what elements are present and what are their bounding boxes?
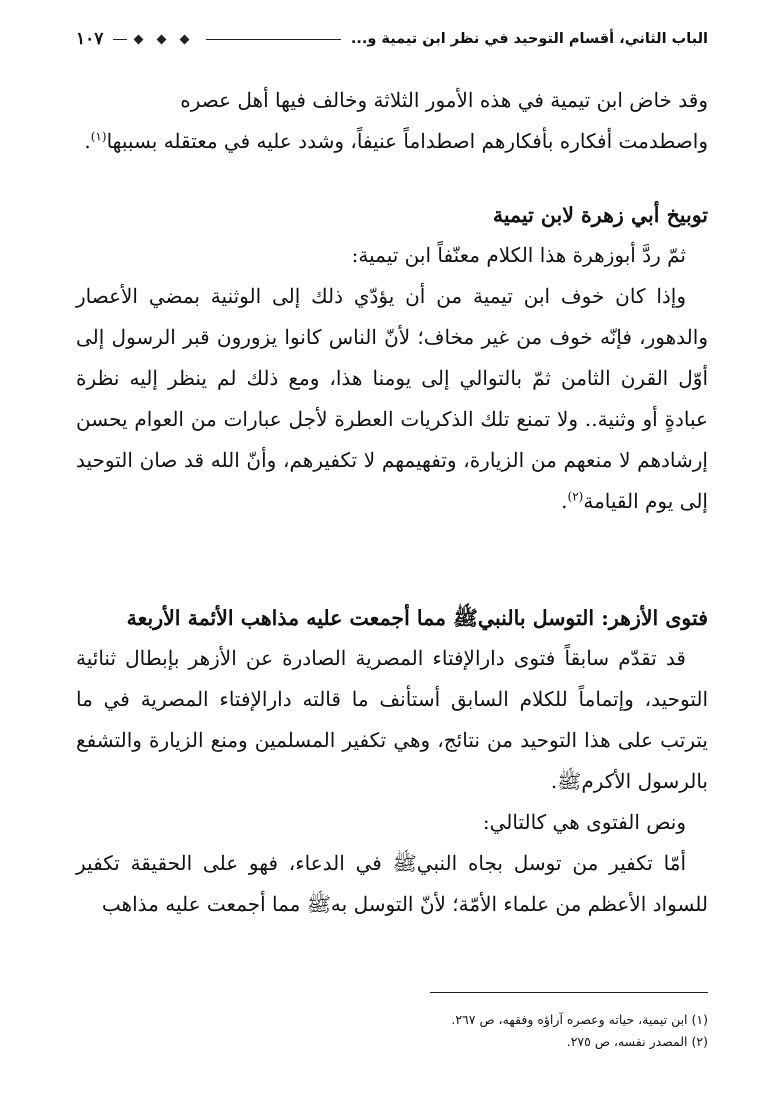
footnote-1: (١) ابن تيمية، حياته وعصره آراؤه وفقهه، ص ٢٦٧.	[451, 1012, 708, 1027]
section-azhar-fatwa	[76, 598, 708, 925]
full-stop: .	[561, 489, 568, 513]
opening-paragraph	[76, 80, 708, 162]
footnote-marker: (٢)	[567, 489, 584, 504]
quoted-paragraph	[76, 276, 708, 522]
paragraph-text: واصطدمت أفكاره بأفكارهم اصطداماً عنيفاً، وشدد عليه في معتقله بسببها	[106, 129, 708, 153]
header-rule	[206, 39, 340, 40]
footnote-2: (٢) المصدر نفسه، ص ٢٧٥.	[566, 1034, 708, 1049]
paragraph-text: وإذا كان خوف ابن تيمية من أن يؤدّي ذلك إلى الوثنية بمضي الأعصار والدهور، فإنّه خوف من غير مخاف؛ لأنّ الناس كانوا يزورون قبر الرسول إلى أوّل القرن الثامن ثمّ بالتوالي إلى يومنا هذا، ومع ذلك لم ينظر إليه نظرة عبادةٍ أو وثنية.. ولا تمنع تلك الذكريات العطرة لأجل عبارات من العوام يحسن إرشادهم لا منعهم من الزيارة، وتفهيمهم لا تكفيرهم، وأنّ الله قد صان التوحيد إلى يوم القيامة	[76, 284, 708, 513]
paragraph-line: وقد خاض ابن تيمية في هذه الأمور الثلاثة وخالف فيها أهل عصره	[180, 88, 708, 112]
page-number: ١٠٧	[76, 29, 104, 49]
ornament-line	[113, 39, 127, 40]
footnote-marker: (١)	[90, 129, 107, 144]
quoted-paragraph: أمّا تكفير من توسل بجاه النبيﷺ في الدعاء، فهو على الحقيقة تكفير للسواد الأعظم من علماء الأمّة؛ لأنّ التوسل بهﷺ مما أجمعت عليه مذاهب	[76, 851, 708, 916]
ornament-dot	[157, 34, 167, 44]
paragraph-line	[76, 121, 708, 162]
ornament-dot	[134, 34, 144, 44]
paragraph: قد تقدّم سابقاً فتوى دارالإفتاء المصرية الصادرة عن الأزهر بإبطال ثنائية التوحيد، وإتماماً للكلام السابق أستأنف ما قالته دارالإفتاء المصرية في ما يترتب على هذا التوحيد من نتائج، وهي تكفير المسلمين ومنع الزيارة والتشفع بالرسول الأكرمﷺ.	[76, 646, 708, 793]
ornament-dot	[180, 34, 190, 44]
footnote-separator	[430, 992, 708, 993]
section-heading: فتوى الأزهر: التوسل بالنبيﷺ مما أجمعت عليه مذاهب الأئمة الأربعة	[126, 606, 708, 630]
chapter-title: الباب الثاني، أقسام التوحيد في نظر ابن تيمية و...	[350, 31, 708, 47]
section-abu-zahra	[76, 195, 708, 522]
paragraph: ونص الفتوى هي كالتالي:	[482, 810, 686, 834]
footnotes	[76, 1009, 708, 1053]
paragraph: ثمّ ردَّ أبوزهرة هذا الكلام معنّفاً ابن تيمية:	[351, 243, 686, 267]
section-heading: توبيخ أبي زهرة لابن تيمية	[492, 203, 708, 227]
running-header	[76, 26, 708, 52]
full-stop: .	[84, 129, 91, 153]
header-ornament	[113, 36, 196, 43]
